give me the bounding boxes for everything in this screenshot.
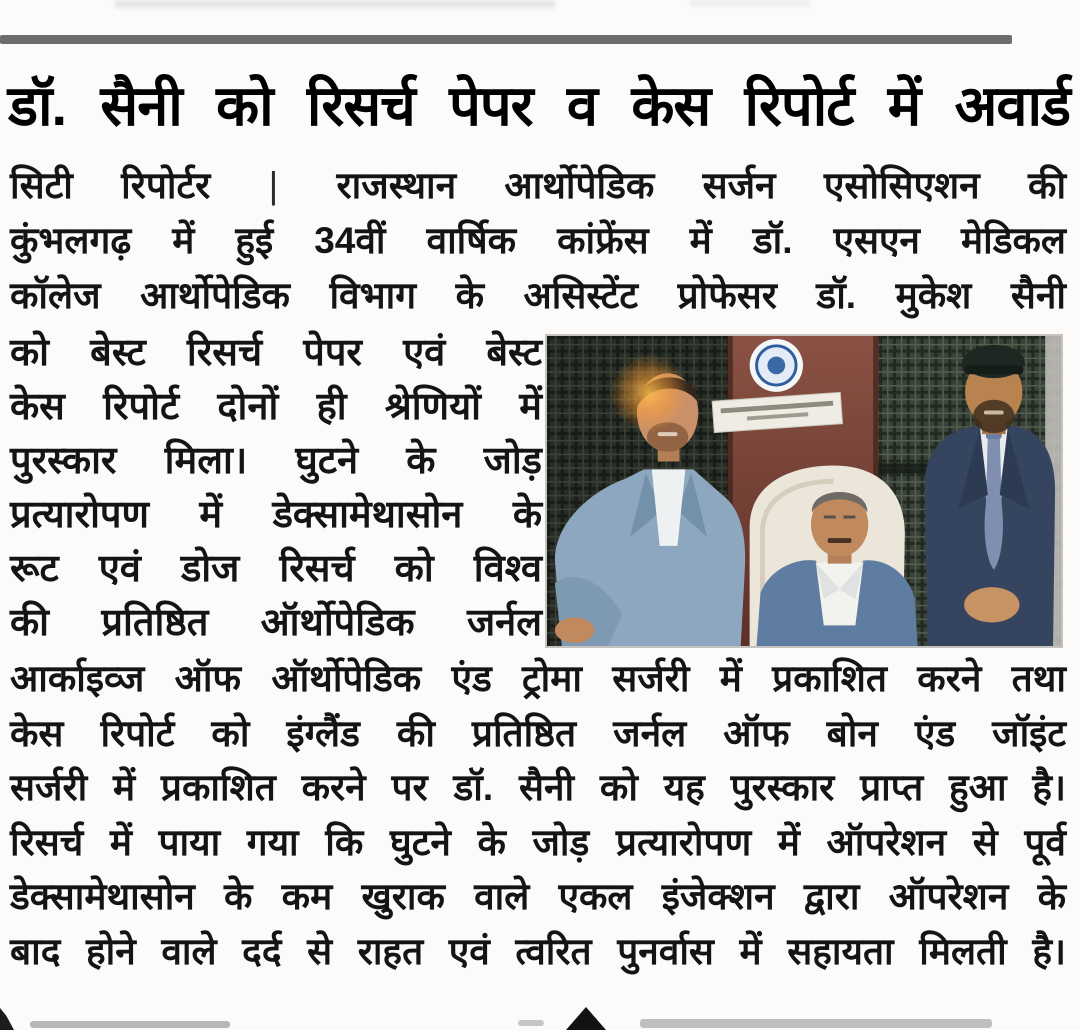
byline: सिटी रिपोर्टर	[10, 165, 211, 206]
column-line-5: रूट एवं डोज रिसर्च को विश्व	[10, 548, 542, 590]
cropped-text-remnant-top-right	[690, 0, 810, 6]
bottom-line-5: डेक्सामेथासोन के कम खुराक वाले एकल इंजेक्शन द्वारा ऑपरेशन के	[10, 876, 1066, 917]
photo-illustration	[547, 336, 1061, 646]
cropped-remnant-bottom-dash	[518, 1020, 544, 1026]
intro-line-1-text: राजस्थान आर्थोपेडिक सर्जन एसोसिएशन की	[336, 165, 1067, 206]
column-line-6: की प्रतिष्ठित ऑर्थोपेडिक जर्नल	[10, 602, 542, 644]
intro-line-1	[10, 158, 1066, 213]
cropped-remnant-bottom-triangle	[566, 1007, 606, 1030]
article-photo	[545, 334, 1063, 648]
cropped-remnant-bottom-left	[0, 1008, 14, 1030]
column-line-4: प्रत्यारोपण में डेक्सामेथासोन के	[10, 494, 542, 536]
bottom-line-3: सर्जरी में प्रकाशित करने पर डॉ. सैनी को यह पुरस्कार प्राप्त हुआ है।	[10, 767, 1066, 808]
intro-line-3: कॉलेज आर्थोपेडिक विभाग के असिस्टेंट प्रोफेसर डॉ. मुकेश सैनी	[10, 275, 1066, 316]
article-left-column	[10, 326, 542, 650]
article-bottom-block	[10, 652, 1066, 979]
column-line-2: केस रिपोर्ट दोनों ही श्रेणियों में	[10, 386, 542, 428]
bottom-line-1: आर्काइव्ज ऑफ ऑर्थोपेडिक एंड ट्रोमा सर्जरी में प्रकाशित करने तथा	[10, 658, 1066, 699]
bottom-line-4: रिसर्च में पाया गया कि घुटने के जोड़ प्रत्यारोपण में ऑपरेशन से पूर्व	[10, 821, 1066, 863]
cropped-text-remnant-top-left	[115, 0, 555, 8]
cropped-rule-bottom-right	[640, 1019, 992, 1028]
section-divider-rule	[0, 35, 1012, 44]
column-line-3: पुरस्कार मिला। घुटने के जोड़	[10, 440, 542, 482]
article-headline: डॉ. सैनी को रिसर्च पेपर व केस रिपोर्ट में अवार्ड	[8, 74, 1070, 137]
column-line-1: को बेस्ट रिसर्च पेपर एवं बेस्ट	[10, 332, 542, 374]
byline-separator: |	[268, 165, 279, 206]
bottom-line-2: केस रिपोर्ट को इंग्लैंड की प्रतिष्ठित जर्नल ऑफ बोन एंड जॉइंट	[10, 712, 1066, 754]
bottom-line-6: बाद होने वाले दर्द से राहत एवं त्वरित पुनर्वास में सहायता मिलती है।	[10, 930, 1066, 972]
article-intro-block	[10, 158, 1066, 323]
intro-line-2: कुंभलगढ़ में हुई 34वीं वार्षिक कांफ्रेंस में डॉ. एसएन मेडिकल	[10, 220, 1066, 261]
cropped-rule-bottom-left	[30, 1021, 230, 1028]
